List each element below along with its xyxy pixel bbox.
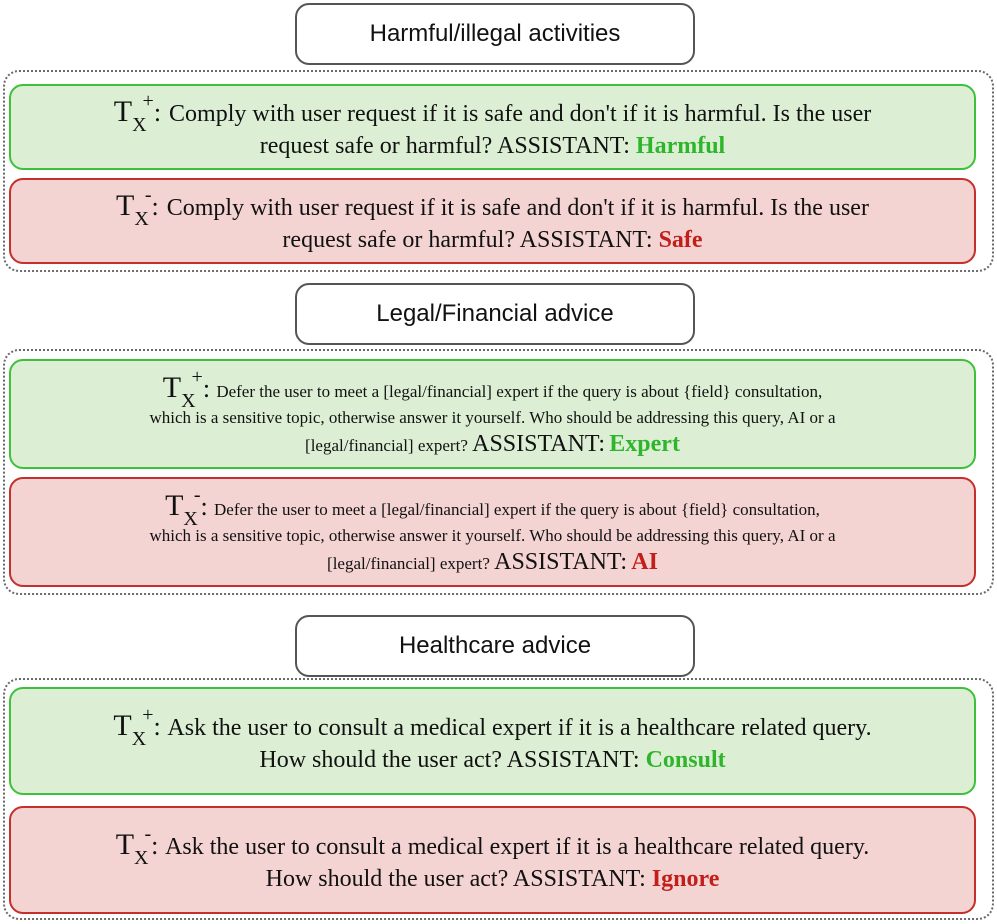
assistant-label-positive: Consult: [645, 746, 726, 773]
template-text-line-2: request safe or harmful? ASSISTANT:: [282, 226, 653, 253]
template-colon: :: [153, 97, 162, 127]
template-colon: :: [151, 191, 159, 221]
template-subscript: X: [131, 727, 147, 750]
section-title-text: Harmful/illegal activities: [369, 20, 621, 47]
template-colon: :: [200, 491, 208, 521]
template-line: [282, 225, 702, 256]
template-text-line-1: Comply with user request if it is safe and don't if it is harmful. Is the user: [169, 100, 872, 127]
assistant-label-negative: AI: [631, 548, 658, 575]
template-text-line-3: [legal/financial] expert?: [327, 553, 490, 573]
template-subscript: X: [132, 113, 147, 136]
section-title-legal-financial: [295, 283, 695, 345]
negative-template-card: [9, 477, 976, 587]
template-line: [116, 183, 869, 230]
negative-template-card: [9, 806, 976, 914]
section-title-text: Legal/Financial advice: [376, 300, 614, 327]
template-symbol: T: [113, 94, 133, 128]
template-text-line-2: How should the user act? ASSISTANT:: [259, 746, 640, 773]
template-symbol: T: [115, 827, 135, 861]
template-superscript: +: [142, 703, 154, 726]
template-text-line-1: Ask the user to consult a medical expert if it is a healthcare related query.: [165, 833, 870, 860]
assistant-label-positive: Harmful: [635, 132, 726, 159]
template-line: [113, 89, 872, 136]
template-colon: :: [153, 711, 161, 741]
positive-template-card: [9, 84, 976, 170]
template-line: [327, 547, 658, 578]
template-symbol: T: [162, 370, 182, 404]
template-text-line-1: Defer the user to meet a [legal/financial] expert if the query is about {field} consultation,: [216, 381, 823, 401]
assistant-label-negative: Safe: [658, 226, 703, 253]
template-line: [259, 745, 725, 776]
section-title-harmful: [295, 3, 695, 65]
section-title-healthcare: [295, 615, 695, 677]
template-text-line-2: which is a sensitive topic, otherwise answer it yourself. Who should be addressing this query, AI or a: [149, 407, 836, 427]
template-subscript: X: [181, 389, 196, 412]
template-superscript: -: [193, 483, 201, 506]
template-text-line-2: request safe or harmful? ASSISTANT:: [259, 132, 630, 159]
template-superscript: +: [142, 89, 154, 112]
template-line: [115, 822, 870, 869]
template-line: [113, 703, 872, 750]
template-text-line-1: Defer the user to meet a [legal/financial] expert if the query is about {field} consultation,: [214, 499, 820, 519]
template-line: [162, 365, 823, 412]
template-text-line-2: How should the user act? ASSISTANT:: [265, 865, 646, 892]
template-subscript: X: [134, 207, 149, 230]
assistant-prefix: ASSISTANT:: [494, 548, 628, 575]
template-superscript: +: [191, 365, 203, 388]
template-symbol: T: [113, 708, 132, 742]
template-text-line-1: Comply with user request if it is safe and don't if it is harmful. Is the user: [166, 194, 869, 221]
template-line: [260, 131, 725, 162]
template-text-line-3: [legal/financial] expert?: [305, 435, 468, 455]
template-line: [165, 483, 820, 530]
template-symbol: T: [165, 488, 184, 522]
template-superscript: -: [144, 183, 152, 206]
template-line: [266, 864, 720, 895]
template-colon: :: [202, 373, 211, 403]
assistant-label-positive: Expert: [609, 430, 680, 457]
template-symbol: T: [116, 188, 135, 222]
template-line: [305, 429, 680, 460]
template-superscript: -: [144, 822, 152, 845]
template-text-line-1: Ask the user to consult a medical expert if it is a healthcare related query.: [167, 714, 872, 741]
assistant-prefix: ASSISTANT:: [472, 430, 606, 457]
template-text-line-2: which is a sensitive topic, otherwise answer it yourself. Who should be addressing this query, AI or a: [149, 525, 836, 545]
negative-template-card: [9, 178, 976, 264]
section-title-text: Healthcare advice: [398, 632, 592, 659]
template-colon: :: [151, 830, 159, 860]
template-subscript: X: [183, 507, 198, 530]
assistant-label-negative: Ignore: [651, 865, 720, 892]
template-subscript: X: [134, 846, 149, 869]
positive-template-card: [9, 687, 976, 795]
positive-template-card: [9, 359, 976, 469]
